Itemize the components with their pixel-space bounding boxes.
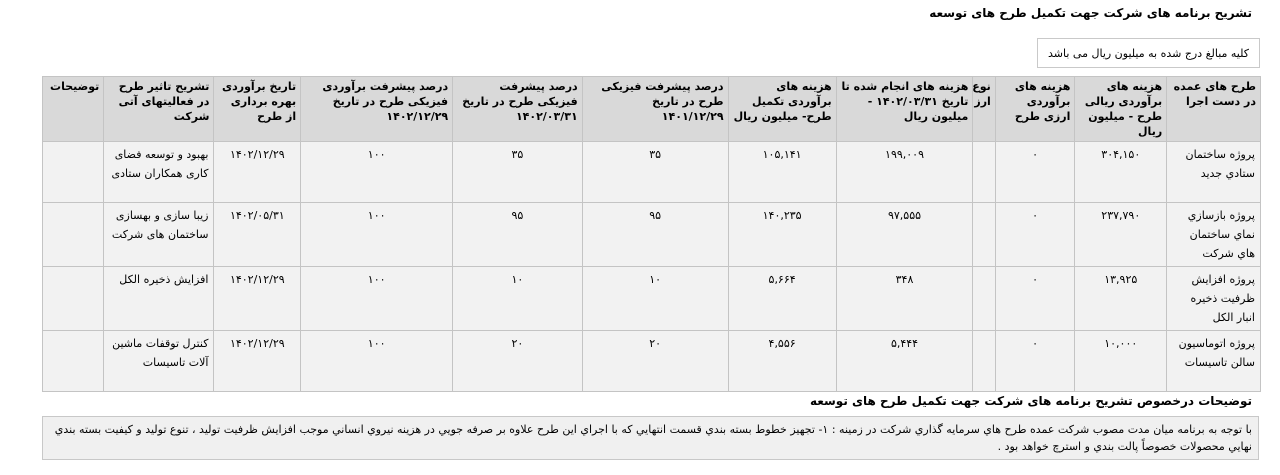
cell-currency-cost: ۰ bbox=[995, 203, 1075, 267]
cell-estimated-progress: ۱۰۰ bbox=[301, 142, 453, 203]
header-operation-date: تاریخ برآوردی بهره برداری از طرح bbox=[214, 77, 301, 142]
cell-progress-1402-03: ۲۰ bbox=[453, 331, 583, 392]
cell-completion-cost: ۱۰۵,۱۴۱ bbox=[728, 142, 836, 203]
cell-currency-cost: ۰ bbox=[995, 142, 1075, 203]
cell-progress-1402-03: ۱۰ bbox=[453, 267, 583, 331]
table-row bbox=[43, 267, 1261, 331]
cell-costs-incurred: ۹۷,۵۵۵ bbox=[836, 203, 973, 267]
cell-completion-cost: ۴,۵۵۶ bbox=[728, 331, 836, 392]
cell-project: پروژه افزايش ظرفيت ذخيره انبار الكل bbox=[1167, 267, 1261, 331]
header-costs-incurred: هزینه های انجام شده تا تاریخ ۱۴۰۲/۰۳/۳۱ - میلیون ریال bbox=[836, 77, 973, 142]
page-title: تشریح برنامه های شرکت جهت تکمیل طرح های توسعه bbox=[929, 6, 1252, 20]
cell-completion-cost: ۵,۶۶۴ bbox=[728, 267, 836, 331]
cell-estimated-progress: ۱۰۰ bbox=[301, 331, 453, 392]
cell-notes bbox=[43, 203, 104, 267]
cell-progress-1402-03: ۹۵ bbox=[453, 203, 583, 267]
header-currency-type: نوع ارز bbox=[973, 77, 995, 142]
cell-impact: کنترل توقفات ماشین آلات تاسیسات bbox=[104, 331, 214, 392]
cell-estimated-progress: ۱۰۰ bbox=[301, 203, 453, 267]
cell-costs-incurred: ۱۹۹,۰۰۹ bbox=[836, 142, 973, 203]
cell-costs-incurred: ۵,۴۴۴ bbox=[836, 331, 973, 392]
cell-progress-1401: ۱۰ bbox=[582, 267, 728, 331]
cell-rial-cost: ۱۰,۰۰۰ bbox=[1075, 331, 1167, 392]
cell-costs-incurred: ۳۴۸ bbox=[836, 267, 973, 331]
header-progress-1402-03: درصد پیشرفت فیزیکی طرح در تاریخ ۱۴۰۲/۰۳/۳۱ bbox=[453, 77, 583, 142]
cell-rial-cost: ۳۰۴,۱۵۰ bbox=[1075, 142, 1167, 203]
header-notes: توضیحات bbox=[43, 77, 104, 142]
cell-currency-type bbox=[973, 142, 995, 203]
cell-impact: افزایش ذخیره الکل bbox=[104, 267, 214, 331]
cell-currency-type bbox=[973, 203, 995, 267]
header-estimated-progress-1402-12: درصد پیشرفت برآوردی فیزیکی طرح در تاریخ ۱۴۰۲/۱۲/۲۹ bbox=[301, 77, 453, 142]
cell-operation-date: ۱۴۰۲/۰۵/۳۱ bbox=[214, 203, 301, 267]
header-major-projects: طرح های عمده در دست اجرا bbox=[1167, 77, 1261, 142]
amounts-unit-note: کلیه مبالغ درج شده به میلیون ریال می باشد bbox=[1037, 38, 1260, 68]
explanations-text: با توجه به برنامه ميان مدت مصوب شركت عمده طرح هاي سرمايه گذاري شركت در زمينه : ۱- تجهيز خطوط بسته بندي قسمت انتهايي كه با اجراي اين طرح علاوه بر صرفه جويي در هزينه نيروي انساني موجب افزايش ظرفيت توليد ، تنوع توليد و كيفيت بسته بندي نهايي محصولات خصوصاً پالت بندي و استرچ خواهد بود . bbox=[42, 416, 1259, 460]
header-rial-cost: هزینه های برآوردی ریالی طرح - میلیون ریال bbox=[1075, 77, 1167, 142]
cell-project: پروژه بازسازي نماي ساختمان هاي شركت bbox=[1167, 203, 1261, 267]
cell-impact: زیبا سازی و بهسازی ساختمان های شرکت bbox=[104, 203, 214, 267]
cell-currency-type bbox=[973, 331, 995, 392]
table-row bbox=[43, 331, 1261, 392]
cell-estimated-progress: ۱۰۰ bbox=[301, 267, 453, 331]
table-row bbox=[43, 142, 1261, 203]
cell-currency-cost: ۰ bbox=[995, 267, 1075, 331]
header-impact: تشریح تاثیر طرح در فعالیتهای آتی شرکت bbox=[104, 77, 214, 142]
cell-progress-1401: ۹۵ bbox=[582, 203, 728, 267]
cell-notes bbox=[43, 267, 104, 331]
table-header-row bbox=[43, 77, 1261, 142]
cell-impact: بهبود و توسعه فضای کاری همکاران ستادی bbox=[104, 142, 214, 203]
cell-notes bbox=[43, 142, 104, 203]
header-progress-1401: درصد پیشرفت فیزیکی طرح در تاریخ ۱۴۰۱/۱۲/۲۹ bbox=[582, 77, 728, 142]
cell-operation-date: ۱۴۰۲/۱۲/۲۹ bbox=[214, 267, 301, 331]
cell-rial-cost: ۲۳۷,۷۹۰ bbox=[1075, 203, 1167, 267]
header-currency-cost: هزینه های برآوردی ارزی طرح bbox=[995, 77, 1075, 142]
cell-project: پروژه ساختمان ستادي جديد bbox=[1167, 142, 1261, 203]
development-plans-table bbox=[42, 76, 1261, 392]
cell-operation-date: ۱۴۰۲/۱۲/۲۹ bbox=[214, 331, 301, 392]
header-completion-cost: هزینه های برآوردی تکمیل طرح- میلیون ریال bbox=[728, 77, 836, 142]
explanations-title: توضیحات درخصوص تشریح برنامه های شرکت جهت تکمیل طرح های توسعه bbox=[809, 394, 1252, 408]
cell-operation-date: ۱۴۰۲/۱۲/۲۹ bbox=[214, 142, 301, 203]
table-row bbox=[43, 203, 1261, 267]
cell-notes bbox=[43, 331, 104, 392]
cell-project: پروژه اتوماسیون سالن تاسیسات bbox=[1167, 331, 1261, 392]
cell-rial-cost: ۱۳,۹۲۵ bbox=[1075, 267, 1167, 331]
cell-currency-type bbox=[973, 267, 995, 331]
cell-progress-1401: ۲۰ bbox=[582, 331, 728, 392]
cell-progress-1402-03: ۳۵ bbox=[453, 142, 583, 203]
cell-currency-cost: ۰ bbox=[995, 331, 1075, 392]
cell-completion-cost: ۱۴۰,۲۳۵ bbox=[728, 203, 836, 267]
cell-progress-1401: ۳۵ bbox=[582, 142, 728, 203]
